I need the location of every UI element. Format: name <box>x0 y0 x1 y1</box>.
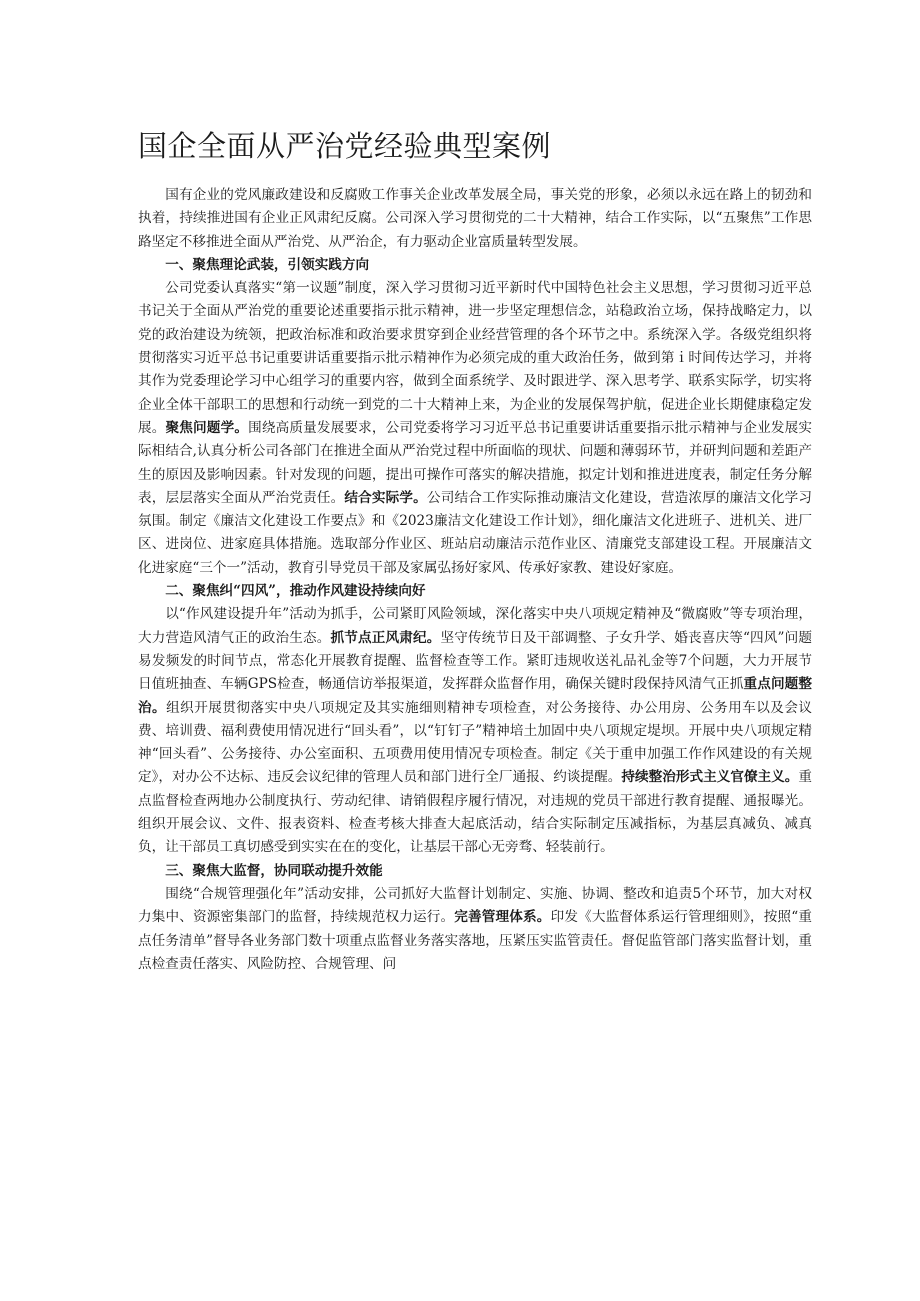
section-1-text-3: 公司结合工作实际推动廉洁文化建设，营造浓厚的廉洁文化学习氛围。制定《廉洁文化建设工作要点》和《2023廉洁文化建设工作计划》，细化廉洁文化进班子、进机关、进厂区、进岗位、进家庭具体措施。选取部分作业区、班站启动廉洁示范作业区、清廉党支部建设工程。开展廉洁文化进家庭“三个一”活动，教育引导党员干部及家属弘扬好家风、传承好家教、建设好家庭。 <box>138 489 813 576</box>
section-2-text-2: 坚守传统节日及干部调整、子女升学、婚丧喜庆等“四风”问题易发频发的时间节点，常态化开展教育提醒、监督检查等工作。紧盯违规收送礼品礼金等7个问题，大力开展节日值班抽查、车辆GPS检查，畅通信访举报渠道，发挥群众监督作用，确保关键时段保持风清气正抓 <box>138 629 813 693</box>
section-1-paragraph <box>138 277 812 580</box>
section-3-text-2: 印发《大监督体系运行管理细则》，按照“重点任务清单”督导各业务部门数十项重点监督业务落实落地，压紧压实监管责任。督促监管部门落实监督计划，重点检查责任落实、风险防控、合规管理、问 <box>138 909 812 972</box>
section-2-bold-2: 重点问题整治。 <box>138 676 812 716</box>
section-3-text-1: 围绕“合规管理强化年”活动安排，公司抓好大监督计划制定、实施、协调、整改和追责5个环节，加大对权力集中、资源密集部门的监督，持续规范权力运行。 <box>138 885 812 926</box>
intro-paragraph: 国有企业的党风廉政建设和反腐败工作事关企业改革发展全局，事关党的形象，必须以永远在路上的韧劲和执着，持续推进国有企业正风肃纪反腐。公司深入学习贯彻党的二十大精神，结合工作实际，以“五聚焦”工作思路坚定不移推进全面从严治党、从严治企，有力驱动企业富质量转型发展。 <box>138 187 812 250</box>
page-title: 国企全面从严治党经验典型案例 <box>138 129 552 163</box>
section-2-text-4: 重点监督检查两地办公制度执行、劳动纪律、请销假程序履行情况，对违规的党员干部进行教育提醒、通报曝光。组织开展会议、文件、报表资料、检查考核大排查大起底活动，结合实际制定压减指标，为基层真减负、减真负，让干部员工真切感受到实实在在的变化，让基层干部心无旁骛、轻装前行。 <box>138 769 812 856</box>
section-1-text-2: 围绕高质量发展要求，公司党委将学习习近平总书记重要讲话重要指示批示精神与企业发展实际相结合,认真分析公司各部门在推进全面从严治党过程中所面临的现状、问题和薄弱环节，并研判问题和差距产生的原因及影响因素。针对发现的问题，提出可操作可落实的解决措施，拟定计划和推进进度表，制定任务分解表，层层落实全面从严治党责任。 <box>138 419 813 506</box>
section-2-text-1: 以“作风建设提升年”活动为抓手，公司紧盯风险领域，深化落实中央八项规定精神及“微腐败”等专项治理，大力营造风清气正的政治生态。 <box>138 606 812 646</box>
section-2-paragraph <box>138 603 812 859</box>
document-body <box>138 184 812 976</box>
section-3-paragraph <box>138 883 812 976</box>
section-2-text-3: 组织开展贯彻落实中央八项规定及其实施细则精神专项检查，对公务接待、办公用房、公务用车以及会议费、培训费、福利费使用情况进行“回头看”，以“钉钉子”精神培土加固中央八项规定堤坝。开展中央八项规定精神“回头看”、公务接待、办公室面积、五项费用使用情况专项检查。制定《关于重申加强工作作风建设的有关规定》，对办公不达标、违反会议纪律的管理人员和部门进行全厂通报、约谈提醒。 <box>138 699 813 786</box>
section-2-bold-3: 持续整治形式主义官僚主义。 <box>621 769 799 786</box>
section-3-bold-1: 完善管理体系。 <box>454 909 551 926</box>
section-1-bold-2: 结合实际学。 <box>344 489 427 506</box>
section-2-bold-1: 抓节点正风肃纪。 <box>330 629 441 646</box>
section-3-heading: 三、聚焦大监督，协同联动提升效能 <box>165 862 383 879</box>
section-2-heading: 二、聚焦纠“四风”，推动作风建设持续向好 <box>165 583 426 600</box>
section-1-bold-1: 聚焦问题学。 <box>165 419 249 436</box>
section-1-heading: 一、聚焦理论武装，引领实践方向 <box>165 256 370 273</box>
section-1-text-1: 公司党委认真落实“第一议题”制度，深入学习贯彻习近平新时代中国特色社会主义思想，学习贯彻习近平总书记关于全面从严治党的重要论述重要指示批示精神，进一步坚定理想信念，站稳政治立场，保持战略定力，以党的政治建设为统领，把政治标准和政治要求贯穿到企业经营管理的各个环节之中。系统深入学。各级党组织将贯彻落实习近平总书记重要讲话重要指示批示精神作为必须完成的重大政治任务，做到第ｉ时间传达学习，并将其作为党委理论学习中心组学习的重要内容，做到全面系统学、及时跟进学、深入思考学、联系实际学，切实将企业全体干部职工的思想和行动统一到党的二十大精神上来，为企业的发展保驾护航，促进企业长期健康稳定发展。 <box>138 280 812 436</box>
